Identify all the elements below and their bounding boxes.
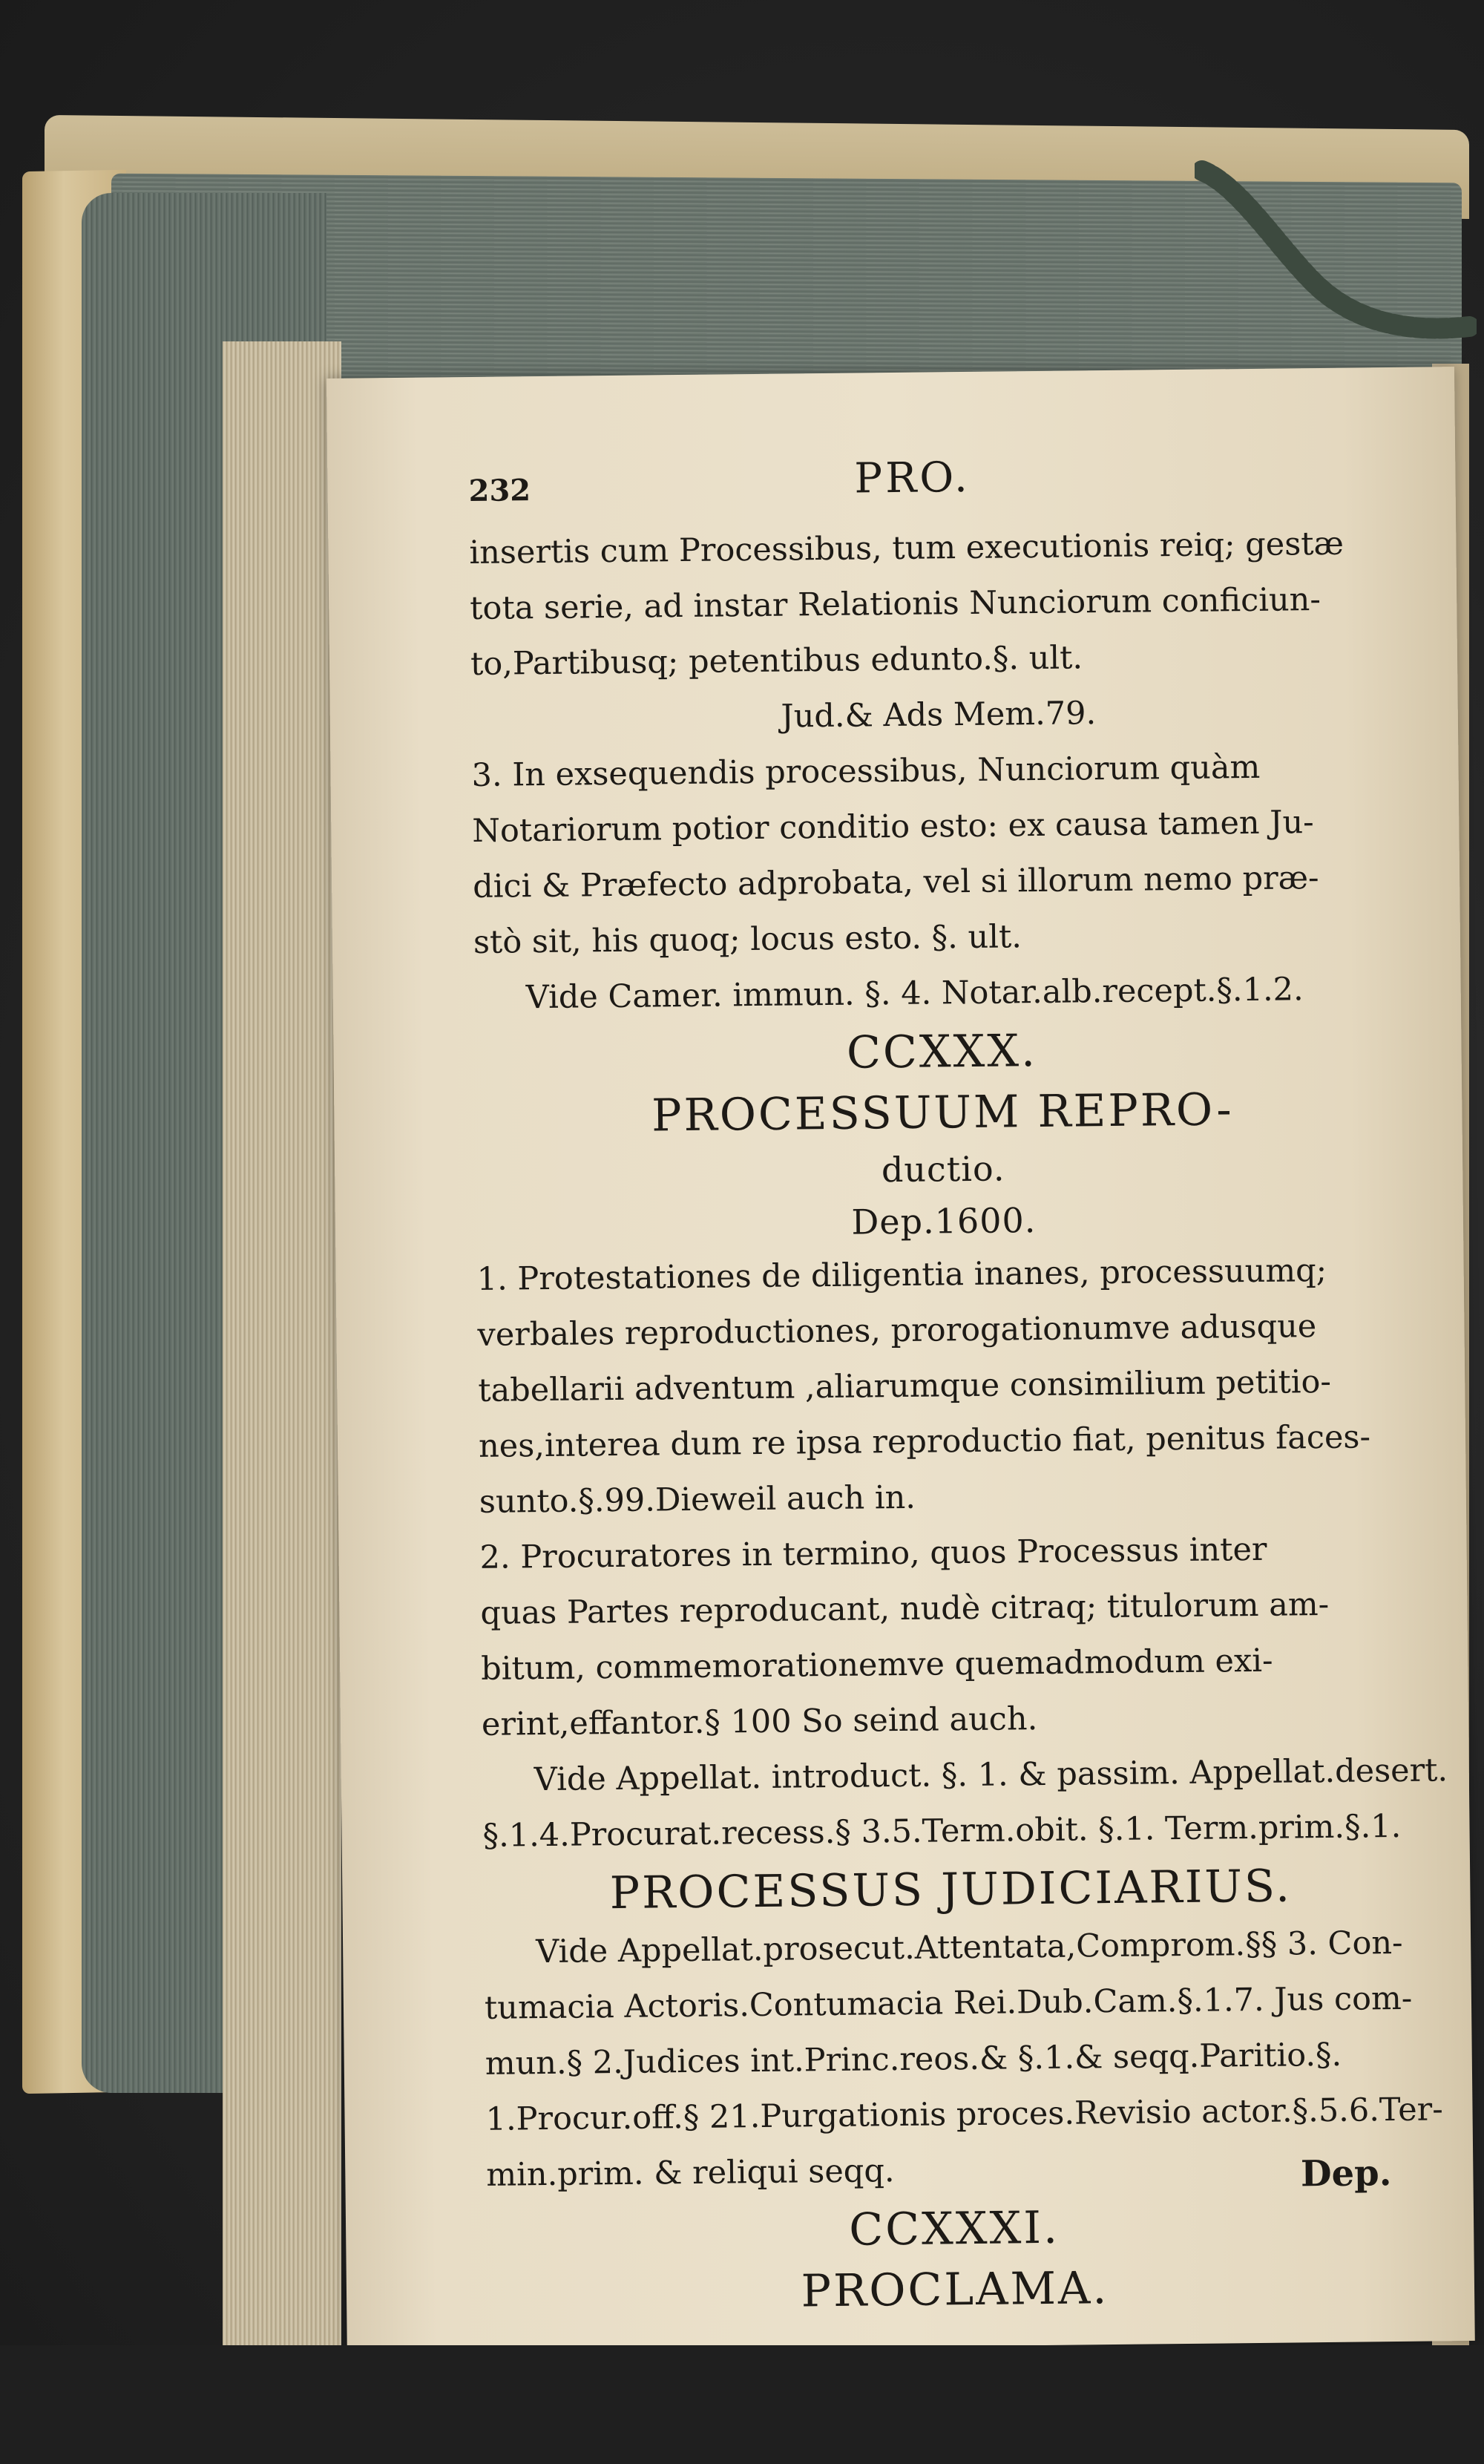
page-number: 232 — [468, 473, 531, 509]
running-title: PRO. — [854, 453, 971, 503]
reference-line: 1.Procur.off.§ 21.Purgationis proces.Revisio actor.§.5.6.Ter- — [485, 2091, 1443, 2138]
text-line: insertis cum Processibus, tum executionis reiq; gestæ — [469, 525, 1345, 571]
reference-line: Jud.& Ads Mem.79. — [781, 695, 1097, 735]
reference-line: tumacia Actoris.Contumacia Rei.Dub.Cam.§.1.7. Jus com- — [484, 1979, 1413, 2027]
reference-line: Vide Camer. immun. §. 4. Notar.alb.recept.§.1.2. — [525, 971, 1304, 1017]
section-title: PROCESSUUM REPRO- — [651, 1084, 1234, 1142]
section-title-continuation: ductio. — [881, 1148, 1005, 1190]
text-line: 3. In exsequendis processibus, Nunciorum quàm — [471, 748, 1261, 794]
section-number: CCXXXI. — [848, 2201, 1060, 2256]
text-line: dici & Præfecto adprobata, vel si illorum nemo præ- — [472, 859, 1319, 905]
text-line: Notariorum potior conditio esto: ex causa tamen Ju- — [472, 804, 1314, 850]
reference-line: mun.§ 2.Judices int.Princ.reos.& §.1.& seqq.Paritio.§. — [485, 2036, 1342, 2083]
text-line: 1. Protestationes de diligentia inanes, processuumq; — [476, 1251, 1327, 1298]
reference-line: min.prim. & reliqui seqq. — [486, 2152, 895, 2194]
text-line: to,Partibusq; petentibus edunto.§. ult. — [470, 639, 1083, 683]
section-title: PROCLAMA. — [801, 2262, 1109, 2318]
text-line: 2. Procuratores in termino, quos Processus inter — [479, 1530, 1267, 1576]
section-date: Dep.1600. — [851, 1200, 1037, 1242]
reference-line: Vide Appellat.prosecut.Attentata,Comprom.§§ 3. Con- — [535, 1924, 1403, 1971]
text-line: quas Partes reproducant, nudè citraq; titulorum am- — [480, 1585, 1330, 1632]
page-text — [468, 449, 1448, 2325]
reference-line: §.1.4.Procurat.recess.§ 3.5.Term.obit. §.1. Term.prim.§.1. — [482, 1807, 1402, 1855]
text-line: nes,interea dum re ipsa reproductio fiat, penitus faces- — [478, 1418, 1371, 1465]
page-edges-inner — [223, 341, 341, 2345]
section-title: PROCESSUS JUDICIARIUS. — [609, 1860, 1293, 1920]
running-head — [468, 449, 1404, 525]
reference-line: Vide Appellat. introduct. §. 1. & passim. Appellat.desert. — [533, 1752, 1448, 1799]
text-line: tota serie, ad instar Relationis Nunciorum conficiun- — [469, 580, 1322, 627]
book-page — [326, 367, 1475, 2353]
photo-background-bottom — [0, 2345, 1484, 2464]
catchword: Dep. — [1300, 2152, 1392, 2195]
section-number: CCXXX. — [846, 1025, 1038, 1079]
text-line: sunto.§.99.Dieweil auch in. — [479, 1478, 916, 1521]
text-line: stò sit, his quoq; locus esto. §. ult. — [473, 918, 1022, 961]
text-line: tabellarii adventum ,aliarumque consimilium petitio- — [478, 1363, 1332, 1409]
text-line: bitum, commemorationemve quemadmodum exi- — [480, 1642, 1273, 1688]
text-line: erint,effantor.§ 100 So seind auch. — [481, 1700, 1038, 1743]
text-line: verbales reproductiones, prorogationumve adusque — [477, 1308, 1317, 1354]
